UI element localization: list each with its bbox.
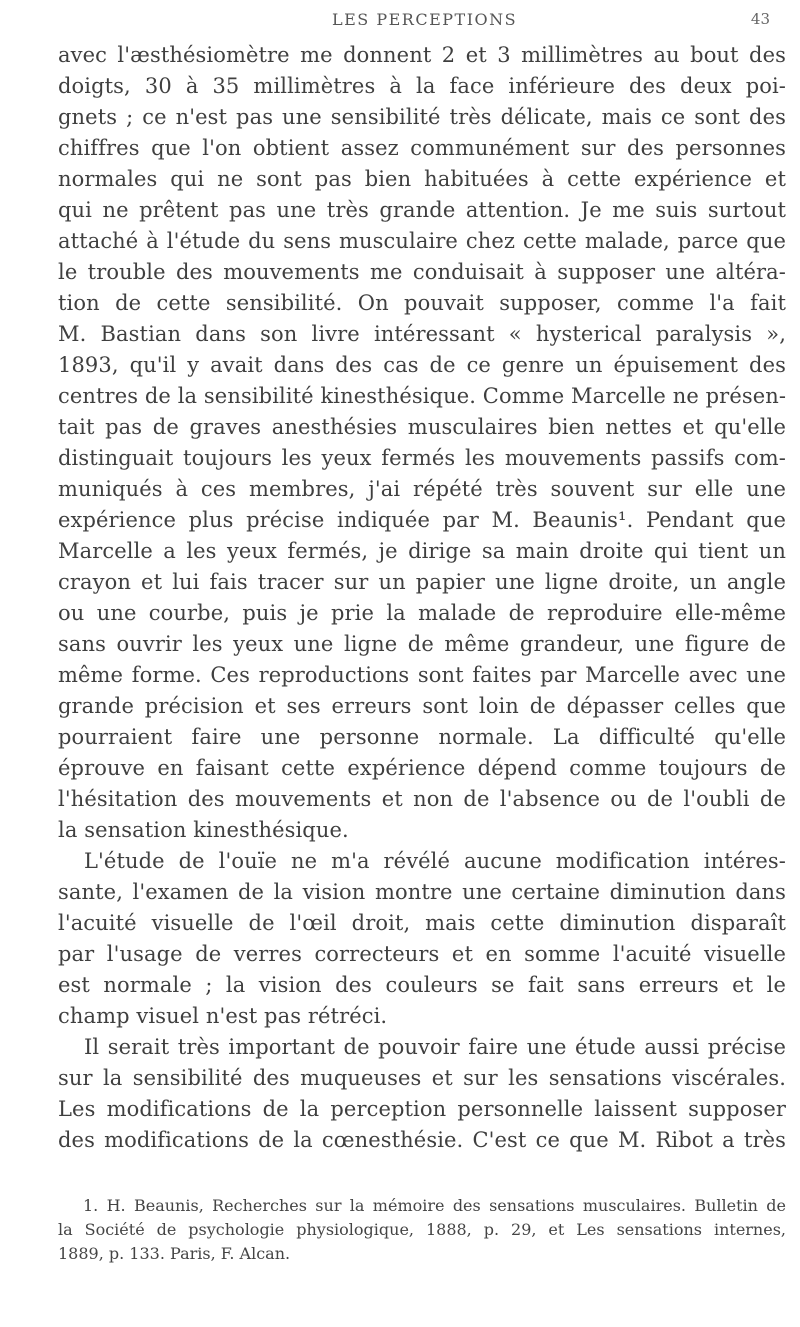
text-line: crayon et lui fais tracer sur un papier une ligne droite, un angle — [58, 570, 786, 594]
text-line: éprouve en faisant cette expérience dépend comme toujours de — [58, 756, 786, 780]
text-line: qui ne prêtent pas une très grande attention. Je me suis surtout — [58, 198, 786, 222]
text-line: le trouble des mouvements me conduisait à supposer une altéra- — [58, 260, 786, 284]
text-line: tion de cette sensibilité. On pouvait supposer, comme l'a fait — [58, 291, 786, 315]
text-line: L'étude de l'ouïe ne m'a révélé aucune modification intéres- — [84, 849, 786, 873]
text-line: pourraient faire une personne normale. La difficulté qu'elle — [58, 725, 786, 749]
footnote-line: la Société de psychologie physiologique, 1888, p. 29, et Les sensations internes, — [58, 1220, 786, 1239]
text-line: attaché à l'étude du sens musculaire chez cette malade, parce que — [58, 229, 786, 253]
text-line: ou une courbe, puis je prie la malade de reproduire elle-même — [58, 601, 786, 625]
text-line: gnets ; ce n'est pas une sensibilité très délicate, mais ce sont des — [58, 105, 786, 129]
text-line: 1893, qu'il y avait dans des cas de ce genre un épuisement des — [58, 353, 786, 377]
text-line: distinguait toujours les yeux fermés les mouvements passifs com- — [58, 446, 786, 470]
text-line: par l'usage de verres correcteurs et en somme l'acuité visuelle — [58, 942, 786, 966]
text-line: tait pas de graves anesthésies musculaires bien nettes et qu'elle — [58, 415, 786, 439]
footnote-line: 1889, p. 133. Paris, F. Alcan. — [58, 1244, 291, 1263]
text-line: sur la sensibilité des muqueuses et sur les sensations viscérales. — [58, 1066, 786, 1090]
text-line: doigts, 30 à 35 millimètres à la face inférieure des deux poi- — [58, 74, 786, 98]
text-line: avec l'æsthésiomètre me donnent 2 et 3 millimètres au bout des — [58, 43, 786, 67]
text-line: muniqués à ces membres, j'ai répété très souvent sur elle une — [58, 477, 786, 501]
running-title: LES PERCEPTIONS — [332, 10, 518, 29]
text-line: champ visuel n'est pas rétréci. — [58, 1004, 388, 1028]
text-line: la sensation kinesthésique. — [58, 818, 349, 842]
text-line: Il serait très important de pouvoir faire une étude aussi précise — [84, 1035, 786, 1059]
text-line: grande précision et ses erreurs sont loin de dépasser celles que — [58, 694, 786, 718]
text-line: Les modifications de la perception personnelle laissent supposer — [58, 1097, 786, 1121]
text-line: expérience plus précise indiquée par M. Beaunis¹. Pendant que — [58, 508, 786, 532]
text-line: Marcelle a les yeux fermés, je dirige sa main droite qui tient un — [58, 539, 786, 563]
footnote-line: 1. H. Beaunis, Recherches sur la mémoire des sensations musculaires. Bulletin de — [83, 1196, 786, 1215]
text-line: l'acuité visuelle de l'œil droit, mais cette diminution disparaît — [58, 911, 786, 935]
text-line: des modifications de la cœnesthésie. C'est ce que M. Ribot a très — [58, 1128, 786, 1152]
text-line: centres de la sensibilité kinesthésique. Comme Marcelle ne présen- — [58, 384, 787, 408]
text-line: normales qui ne sont pas bien habituées à cette expérience et — [58, 167, 786, 191]
text-line: l'hésitation des mouvements et non de l'absence ou de l'oubli de — [58, 787, 786, 811]
page-number: 43 — [750, 10, 770, 28]
text-line: chiffres que l'on obtient assez communément sur des personnes — [58, 136, 786, 160]
text-line: même forme. Ces reproductions sont faites par Marcelle avec une — [58, 663, 786, 687]
text-line: est normale ; la vision des couleurs se fait sans erreurs et le — [58, 973, 786, 997]
text-line: sante, l'examen de la vision montre une certaine diminution dans — [58, 880, 786, 904]
text-line: sans ouvrir les yeux une ligne de même grandeur, une figure de — [58, 632, 786, 656]
text-line: M. Bastian dans son livre intéressant « hysterical paralysis », — [58, 322, 786, 346]
